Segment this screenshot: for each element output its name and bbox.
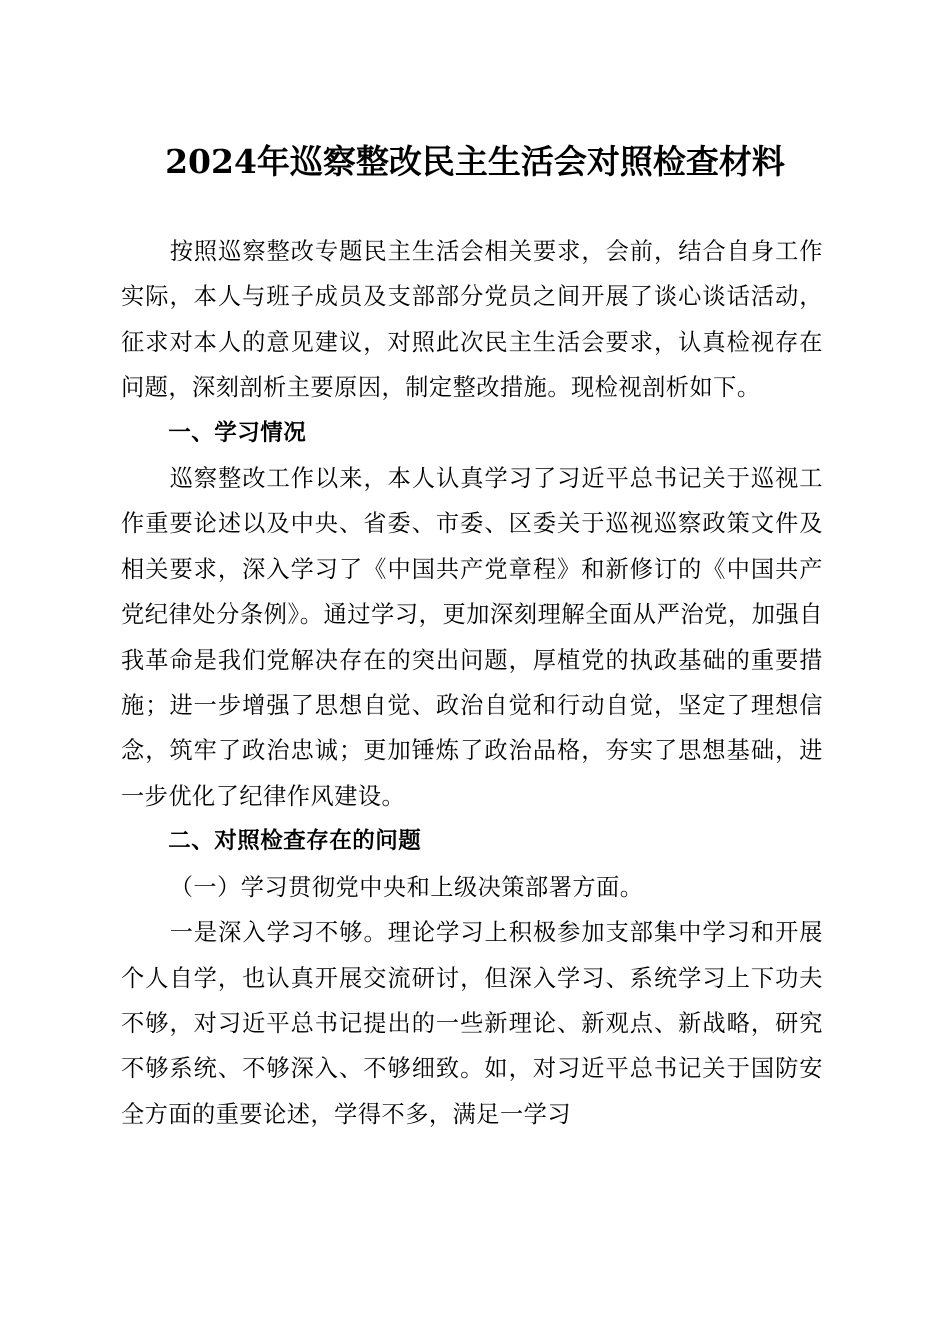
study-paragraph: 巡察整改工作以来，本人认真学习了习近平总书记关于巡视工作重要论述以及中央、省委、市委、区委关于巡视巡察政策文件及相关要求，深入学习了《中国共产党章程》和新修订的《中国共产党纪律处分条例》。通过学习，更加深刻理解全面从严治党，加强自我革命是我们党解决存在的突出问题，厚植党的执政基础的重要措施；进一步增强了思想自觉、政治自觉和行动自觉，坚定了理想信念，筑牢了政治忠诚；更加锤炼了政治品格，夯实了思想基础，进一步优化了纪律作风建设。 xyxy=(121,465,823,810)
point-lead: 一是深入学习不够。 xyxy=(169,919,388,947)
document-body xyxy=(121,229,823,1137)
intro-paragraph: 按照巡察整改专题民主生活会相关要求，会前，结合自身工作实际，本人与班子成员及支部部分党员之间开展了谈心谈话活动，征求对本人的意见建议，对照此次民主生活会要求，认真检视存在问题，深刻剖析主要原因，制定整改措施。现检视剖析如下。 xyxy=(121,238,823,402)
subsection-heading-decisions: （一）学习贯彻党中央和上级决策部署方面。 xyxy=(169,873,644,901)
section-heading-problems: 二、对照检查存在的问题 xyxy=(168,828,422,855)
point-paragraph xyxy=(121,910,823,1137)
section-heading-study: 一、学习情况 xyxy=(168,419,307,446)
document-title: 2024年巡察整改民主生活会对照检查材料 xyxy=(165,142,785,181)
point-body: 理论学习上积极参加支部集中学习和开展个人自学，也认真开展交流研讨，但深入学习、系统学习上下功夫不够，对习近平总书记提出的一些新理论、新观点、新战略，研究不够系统、不够深入、不够细致。如，对习近平总书记关于国防安全方面的重要论述，学得不多，满足一学习 xyxy=(121,919,823,1128)
